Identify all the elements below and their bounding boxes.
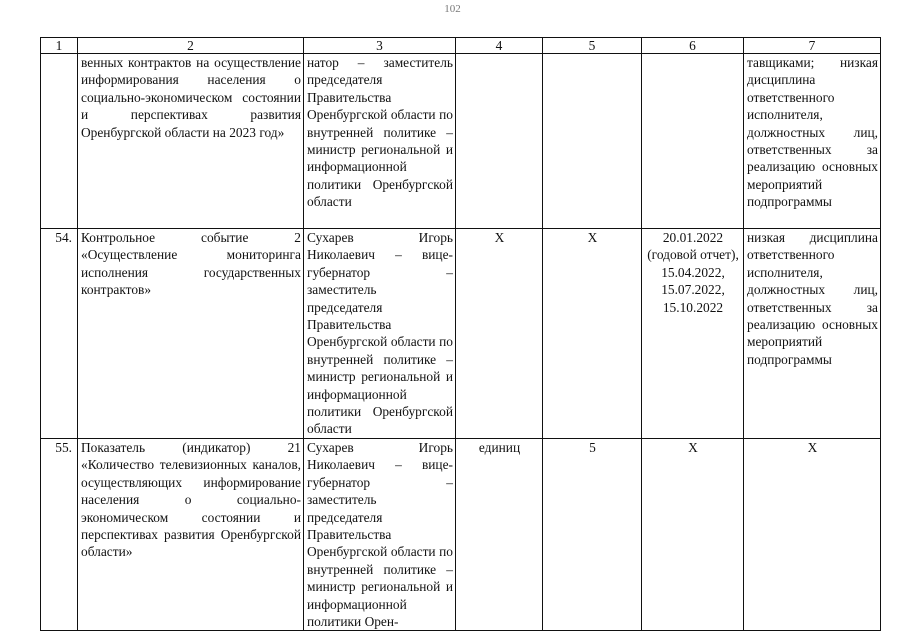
- row-risks: тавщиками; низкая дисциплина ответственного исполнителя, должностных лиц, ответственных за реализацию основных мероприятий подпрограммы: [744, 54, 881, 229]
- row-value: Х: [543, 229, 642, 439]
- row-number: 55.: [41, 438, 78, 630]
- row-number: 54.: [41, 229, 78, 439]
- table-row: [41, 54, 881, 229]
- row-event-name: венных контрактов на осуществление информирования населения о социально-экономическом состоянии и перспективах развития Оренбургской области на 2023 год»: [78, 54, 304, 229]
- row-value: [543, 54, 642, 229]
- header-col-6: 6: [642, 38, 744, 54]
- row-value: 5: [543, 438, 642, 630]
- row-responsible: Сухарев Игорь Николаевич – вице-губернатор – заместитель председателя Правительства Оренбургской области по внутренней политике – министр региональной и информационной политики Оренбургской области: [304, 229, 456, 439]
- header-col-2: 2: [78, 38, 304, 54]
- header-col-5: 5: [543, 38, 642, 54]
- row-number: [41, 54, 78, 229]
- row-responsible: натор – заместитель председателя Правительства Оренбургской области по внутренней политике – министр региональной и информационной политики Оренбургской области: [304, 54, 456, 229]
- row-date: 20.01.2022 (годовой отчет), 15.04.2022, 15.07.2022, 15.10.2022: [642, 229, 744, 439]
- row-date: Х: [642, 438, 744, 630]
- header-col-3: 3: [304, 38, 456, 54]
- row-unit: Х: [456, 229, 543, 439]
- header-col-7: 7: [744, 38, 881, 54]
- row-responsible: Сухарев Игорь Николаевич – вице-губернатор – заместитель председателя Правительства Оренбургской области по внутренней политике – министр региональной и информационной политики Орен-: [304, 438, 456, 630]
- table-row: [41, 229, 881, 439]
- row-date: [642, 54, 744, 229]
- header-col-4: 4: [456, 38, 543, 54]
- row-unit: единиц: [456, 438, 543, 630]
- table-row: [41, 438, 881, 630]
- page-number: 102: [444, 3, 461, 15]
- row-event-name: Контрольное событие 2 «Осуществление мониторинга исполнения государственных контрактов»: [78, 229, 304, 439]
- row-risks: низкая дисциплина ответственного исполнителя, должностных лиц, ответственных за реализацию основных мероприятий подпрограммы: [744, 229, 881, 439]
- data-table: [40, 37, 881, 631]
- header-row: [41, 38, 881, 54]
- row-risks: Х: [744, 438, 881, 630]
- row-event-name: Показатель (индикатор) 21 «Количество телевизионных каналов, осуществляющих информирование населения о социально-экономическом состоянии и перспективах развития Оренбургской области»: [78, 438, 304, 630]
- row-unit: [456, 54, 543, 229]
- header-col-1: 1: [41, 38, 78, 54]
